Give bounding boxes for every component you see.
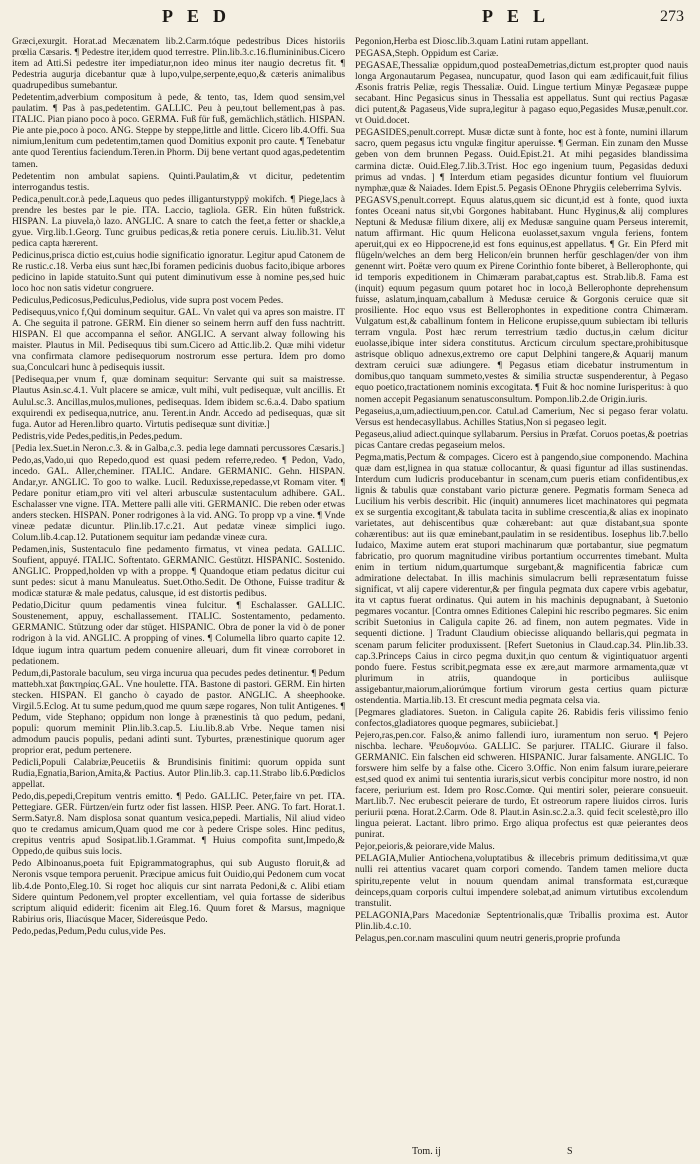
dictionary-entry: Pedo,dis,pepedi,Crepitum ventris emitto. ¶ Pedo. GALLIC. Peter,faire vn pet. ITA. Pettegiare. GER. Fürtzen/ein furtz oder fist lassen. HISP. Peer. ANG. To fart. Horat.1. Serm.Satyr.8. Nam displosa sonat quantum vesica,pepedi. Martialis, Nil aliud video quo te credamus amicum,Quam quod me cor à pedere Crispe soles. Hinc peditus, crepitus ventris apud Sosipat.lib.1.Grammat. ¶ Huius compofita sunt,Impedo,& Oppedo,de quibus suis locis. [12,791,345,858]
page-number: 273 [660,8,684,25]
dictionary-entry: Pedicli,Populi Calabriæ,Peucetiis & Brundisinis finitimi: quorum oppida sunt Rudia,Egnatia,Barion,Amita,& Pactius. Autor Plin.lib.3. cap.11.Strabo lib.6.Pœdiclos appellat. [12,757,345,791]
dictionary-entry: [Pegmares gladiatores. Sueton. in Caligula capite 26. Rabidis feris vilissimo fenio confectos,gladiatores quoque pegmares, subiiciebat.] [355,706,688,729]
dictionary-entry: Pedum,di,Pastorale baculum, seu virga incurua qua pecudes pedes detinentur. ¶ Pedum mattebh.xat βακτηρίας.GAL. Vne houlette. ITA. Bastone di pastori. GERM. Ein hirten stecken. HISPAN. El gancho ò cayado de pastor. ANGLIC. A sheephooke. Virgil.5.Eclog. At tu sume pedum,quod me quum sæpe rogares, Non tulit Antigenes. ¶ Pedum, vide Stephano; oppidum non longe à prænestinis tà quo pedum, pedani, populi: quorum meminit Plin.lib.3.cap.5. Liu.lib.8.ab Vrbe. Neque tamen nisi admodum paucis populis, pedani adinti sunt. Tyburtes, prænestinique quorum ager proprior erat, pedum pertenere. [12,667,345,756]
dictionary-entry: Pedetentim non ambulat sapiens. Quinti.Paulatim,& vt dicitur, pedetentim interrogandus testis. [12,170,345,193]
page-header [12,6,688,32]
dictionary-entry: Pedicinus,prisca dictio est,cuius hodie significatio ignoratur. Legitur apud Catonem de Re rustic.c.18. Verba eius sunt hæc,Ibi foramen pedicinis duobus facito,ibique arbores pedicino in lapide statuito.Sunt qui putent diminutivum esse à nomine pes,sed huic loco hoc non satis videtur congruere. [12,249,345,295]
dictionary-entry: PELAGONIA,Pars Macedoniæ Septentrionalis,quæ Triballis proxima est. Autor Plin.lib.4.c.10. [355,909,688,932]
dictionary-entry: Pedo Albinoanus,poeta fuit Epigrammatographus, qui sub Augusto floruit,& ad Neronis vsque tempora peruenit. Præcipue amicus fuit Ouidio,qui Pedonem cum vocat lib.4.de Ponto,Eleg.10. Si roget hoc aliquis cur sint narrata Pedoni,& c. Alibi etiam Sidere quintum Pedonem,vel propter excellentiam, vel quia fortasse de sideribus scriptum aliquid ediderit: ficenim ait Eleg.16. Quum foret & Marsus, magnique Rabirius oris, Iliacúsque Macer, Sidereúsque Pedo. [12,858,345,925]
dictionary-entry: Pegaseus,aliud adiect.quinque syllabarum. Persius in Præfat. Coruos poetas,& poetrias picas Cantare credas pegaseium melos. [355,428,688,451]
dictionary-entry: PEGASA,Steph. Oppidum est Cariæ. [355,48,499,60]
dictionary-entry: Pedo,pedas,Pedum,Pedu culus,vide Pes. [12,925,166,937]
dictionary-entry: PELAGIA,Mulier Antiochena,voluptatibus & illecebris primum deditissima,vt quæ nulli rei attentius vacaret quam corpori comendo. Tandem tamen meliore ducta spiritu,repente velut in nouum quendam animal transformata est,curæque deinceps,quam corporis cultui impendere solebat,ad animum virtutibus excolendum transtulit. [355,853,688,909]
dictionary-entry: Pejor,peioris,& peiorare,vide Malus. [355,841,495,853]
dictionary-entry: Pedica,penult.cor.à pede,Laqueus quo pedes illiganturstyppÿ mokifch. ¶ Piege,lacs à prendre les bestes par le pie. ITA. Laccio, tagliola. GER. Ein hüten fußstrick. HISPAN. La piuvela,ò lazo. ANGLIC. A snare to catch the feet,a fetter or shackle,a gyue. Virg.lib.1.Georg. Tunc gruibus pedicas,& retia ponere ceruis. Liu.lib.31. Velut pedica capta hærerent. [12,193,345,249]
text-columns [12,36,688,1136]
tome-label: Tom. ij [412,1146,441,1157]
dictionary-entry: Pelagus,pen.cor.nam masculini quum neutri generis,proprie profunda [355,932,621,944]
dictionary-entry: Pegonion,Herba est Diosc.lib.3.quam Latini rutam appellant. [355,36,589,47]
dictionary-entry: Pedo,as,Vado,ui quo Repedo,quod est quasi pedem referre,redeo. ¶ Pedon, Vado, incedo. GAL. Aller,cheminer. ITALIC. Andare. GERMANIC. Gehn. HISPAN. Andar,yr. ANGLIC. To goo to walke. Lucil. Reduxisse,repedasse,vt Romam viter. ¶ Pedare ponitur etiam,pro viti vel alteri arbusculæ sustentaculum adhibere. GAL. Eschalasser vne vigne. ITA. Mettere palli alle viti. GERMANIC. Die reben oder etwas anders stecken. HISPAN. Poner rodrigones à la vid. ANG. To propp vp a vine. ¶ Vnde vineæ pedatæ dicuntur. Plin.lib.17.c.21. Aut pedatæ vineæ simplici iugo. Colum.lib.4.cap.12. Putationem sequitur iam pedandæ vineæ cura. [12,454,345,544]
left-column [12,36,345,1136]
dictionary-entry: Pedamen,inis, Sustentaculo fine pedamento firmatus, vt vinea pedata. GALLIC. Soufient, appuyé. ITALIC. Softentato. GERMANIC. Gestützt. HISPANIC. Sostenido. ANGLIC. Propped,holden vp with a proppe. ¶ Quandoque etiam pedatus dicitur cui sunt pedes: sicut à manu Manuleatus. Suet.Otho.Sedit. De Othone, Fuisse traditur & modicæ staturæ & male pedatus, calusque, id est distortis pedibus. [12,544,345,600]
right-column [355,36,688,1136]
dictionary-entry: Pedisequus,vnico f,Qui dominum sequitur. GAL. Vn valet qui va apres son maistre. IT A. Che seguita il patrone. GERM. Ein diener so seinem herrn auff den fuss nachtritt. HISPAN. El que accompanna el señor. ANGLIC. A servant alway following his maister. Plautus in Mil. Pedisequus tibi sum.Cicero ad Attic.lib.2. Quæ mihi videtur vna confirmata clamore pedisequorum nostrorum esse pertura. Idem pro domo sua,Conculcari hunc à pedisequis iussit. [12,307,345,374]
dictionary-entry: Pedetentim,adverbium compositum à pede, & tento, tas, Idem quod sensim,vel paulatim. ¶ Pas à pas,pedetentim. GALLIC. Peu à peu,tout bellement,pas à pas. ITALIC. Pian piano poco à poco. GERMA. Fuß für fuß, gemächlich,stätlich. HISPAN. Pie ante pie,poco à poco. ANG. Steppe by steppe,little and little. Cicero lib.4.Offi. Sua nimium,lenitum cum pedetentim,tamen quod Domitius exponit pro caute. ¶ Tenebatur ante quod Terentius faciendum.Teren.in Phorm. Dij bene vertant quod agas,pedetentim tamen. [12,92,345,170]
dictionary-entry: [Pedisequa,per vnum f, quæ dominam sequitur: Servante qui suit sa maistresse. Plautus Asin.sc.4.1. Vult placere se amicæ, vult mihi, vult pedisequæ, vult ancillis. Et Aulul.sc.3. Ancillas,mulos,muliones, pedisequas. Idem ibidem sc.6.a.4. Dabo spatium exquirendi ex pedisequa,nutrice, anu. Terent.in Andr. Accedo ad pedisequas, quæ sit fuga. Autor ad Heren.libro quarto. Virtutis pedisequæ sunt divitiæ.] [12,374,345,430]
dictionary-entry: PEGASIDES,penult.corrept. Musæ dictæ sunt à fonte, hoc est à fonte, numini illarum sacro, quem pegasus ictu vngulæ fingitur aperuisse. ¶ German. Ein zunam den Musse geben von dem brunnen Pegass. Ouid.Epist.21. At mihi pegasides blandissima carmina dictæ. Ouid.Eleg.7.lib.3.Trist. Hoc ego ingenium tuum, Pegasidas deduxi primus ad vndas. ] ¶ Interdum etiam pegasides dicuntur fontium vel fluuiorum nymphæ,quæ & Naiades. Idem Epist.5. Pegasis OEnone Phrygiis celeberrima Sylvis. [355,127,688,194]
dictionary-entry: PEGASVS,penult.corrept. Equus alatus,quem sic dicunt,id est à fonte, quod iuxta fontes Oceani natus sit,vbi Gorgones habitabant. Hunc Hyginus,& alij complures Neptuni & Medusæ filium dixere, alij ex Medusæ sanguine quam Perseus interemit, natum affirmant. Hic quum Helicona euolasset,saxum vngula feriens, fontem aperuit,qui ex eo Hippocrene,id est fons equinus,est appellatus. ¶ Gr. Ein Pferd mit flügeln/welches an dem berg Helicon/ein brunnen herfür geschlagen/der von ihm genennt wirt. Poëtæ vero quum ex Pirene Corinthio fonte biberet, à Bellerophonte, qui id temporis expeditionem in Chimæram parabat,captus est. Strab.lib.8. Fama est (inquit) equum pegasum quum potaret hoc in loco,à Bellerophonte deprehensum fuisse, aslatum,inquam,caballum à Medusæ ceruice & Gorgonis ceruice quæ sit prosiliente. Hoc equo vsus est Bellerophontes in expeditione contra Chimæram. Vulgatum est,& caballinum fontem in Helicone erupisse,quum subiectam ibi telluris terram vngula. Post hæc rerum terrestrium tædio ductus,in cælum dicitur euolasse,ibique inter sidera constitutus. Arcticum circulum spectare,prohibitusque astrisque obliquo adnexus,extremo ore caput Delphini tangere,& Aquarij manum dextram ceruici suæ adiungere. ¶ Pegasus etiam dicebatur instrumentum in domibus,quo tanquam summeto,vestes & similia structæ suspenderentur, à Pegaso equo poetico,tractationem nominis excogitata. ¶ Fuit & hoc nomine Iurisperitus: à quo nomen accepit Pegasianum senatusconsultum. Pompon.lib.2.de Origin.iuris. [355,194,688,405]
dictionary-entry: PEGASAE,Thessaliæ oppidum,quod posteaDemetrias,dictum est,propter quod nauis longa Argonautarum Pegasea, nuncupatur, quod Iason qui eam ædificauit,fuit filius Æsonis fratris Peliæ, regis Thessaliæ. Ouid. Lingue tertium Minyæ Pegasææ puppe secabant. Hinc Pegasicus sinus in Thessalia est appellatus. Sunt qui rectius Pagasæ dici putent,& Pagaseus,Vide supra,legitur à pagaso equo,Pegasides Musæ,penult.cor. vt Ouid.docet. [355,60,688,127]
dictionary-entry: Græci,exurgit. Horat.ad Mecænatem lib.2.Carm.tóque pedestribus Dices historiis prœlia Cæsaris. ¶ Pedestre iter,idem quod terrestre. Plin.lib.3.c.16.flumininibus.Cicero item ad Atti.Si pedestre iter impediatur,non ideo minus iter naugio decretus fit. ¶ Pedestria augurja dicebantur quæ à lupo,vulpe,serpente,equo,& cæteris animalibus quadrupedibus sumebantur. [12,36,345,92]
dictionary-entry: Pegma,matis,Pectum & compages. Cicero est à pangendo,siue componendo. Machina quæ dam est,lignea in qua statuæ collocantur, & quasi figuntur ad illas sustinendas. Interdum cum ludicris producebantur in scenam,cum pueris etiam confidentibus,ex lignis & tabulis quæ constabant vario picturæ genere. Pegmatis formam Seneca ad Lucilium his verbis describit. Hic (inquit) annumeres licet machinatores qui pegmata ex se surgentia excogitant,& tabulata tacita in sublime crescentia,& alias ex inopinato varietates, aut dehiscentibus quæ cohærebant: aut quæ distabant,sua sponte cohærentibus: aut iis quæ eminebant,paulatim in se residentibus. Iosephus lib.7.bello Iudaico, Maxime autem erat stupori machinarum quæ portabantur, siue pegmatum fabricatio, pro quorum magnitudine viribus portantium occurrentes timebant. Multa enim in tertium nidum,quartumque surgebant,& magnificentia fabricæ cum admiratione delectabat. In illis machinis simulacrum belli repræsentatum fuisse significat, vt alij capere viderentur,& per fingula pegmata dux capere vrbis agebatur, ita vt captus fuerat ordinatus. Qui autem in his machinis depugnabant, à Suetonio pegmares vocantur. [Contra omnes Editiones Calepini hic rescribo pegmares. Sic enim scribit Suetonius in Caligula capite 26. ad finem, non autem pegmates. Vide in sequenti dictione. ] Tradunt Claudium obiecisse aliquando bellaris,qui pegmata in scenam parum feliciter produxissent. [Refert Suetonius in Claud.cap.34. Plin.lib.33. cap.3.Princeps Caius in circo pegma duxit,in quo centum & vigintiquatuor argenti pondo fuere. Festus scribit,pegmata esse ex ære,aut marmore armamenta,quæ vt plurimum in atriis, quandoque in porticibus auliisque assigebantur,maiorum,aliorúmque fortium virorum gesta certius quam picturæ ostendentia. Martia.lib.13. Et crescunt media pegmata celsa via. [355,451,688,706]
dictionary-entry: Pediculus,Pedicosus,Pediculus,Pediolus, vide supra post vocem Pedes. [12,295,284,307]
signature-mark: S [567,1146,573,1157]
dictionary-entry: Pedistris,vide Pedes,peditis,in Pedes,pedum. [12,430,183,442]
dictionary-entry: Pejero,ras,pen.cor. Falso,& animo fallendi iuro, iuramentum non seruo. ¶ Pejero nischba. lechare. Ψευδομνύω. GALLIC. Se parjurer. ITALIC. Giurare il falso. GERMANIC. Ein falschen eid schweren. HISPANIC. Jurar falsamente. ANGLIC. To forswere him selfe by a false othe. Cicero 3.Offic. Non enim falsum iurare,peierare est,sed quod ex animi tui sententia iuraris,sicut verbis concipitur more nostro, id non facere, periurium est. Idem pro Rosc.Comœ. Qui mentiri soler, peierare consueuit. Mart.lib.7. Nec erubescit peierare de turdo, Et ostreorum rapere liuidos cirros. Iuris periurii pœna. Horat.2.Carm. Ode 8. Plaut.in Asin.sc.2.a.3. quid fecit scelestè,pro illo lingua peierat. Lactant. libro primo. Ergo aliqua profectus est quæ peierantes deos punirat. [355,729,688,841]
running-head-right: PEL [482,6,560,26]
dictionary-entry: [Pedia lex.Suet.in Neron.c.3. & in Galba,c.3. pedia lege damnati percussores Cæsaris.] [12,442,345,454]
dictionary-entry: Pedatio,Dicitur quum pedamentis vinea fulcitur. ¶ Eschalasser. GALLIC. Soustenement, appuy, eschallassement. ITALIC. Sostentamento, pedamento. GERMANIC. Stützung oder dar stüget. HISPANIC. Obra de poner la vid ò de poner rodrigon à la vid. ANGLIC. A propping of vines. ¶ Columella libro quarto capite 12. Idque iugum intra quartum pedem conuenire alleuari, dum fit vineæ corroboret in pedationem. [12,600,345,667]
dictionary-entry: Pegaseius,a,um,adiectiuum,pen.cor. Catul.ad Camerium, Nec si pegaso ferar volatu. Versus est hendecasyllabus. Achilles Statius,Non si pegaseo legit. [355,405,688,428]
running-head-left: PED [162,6,240,26]
